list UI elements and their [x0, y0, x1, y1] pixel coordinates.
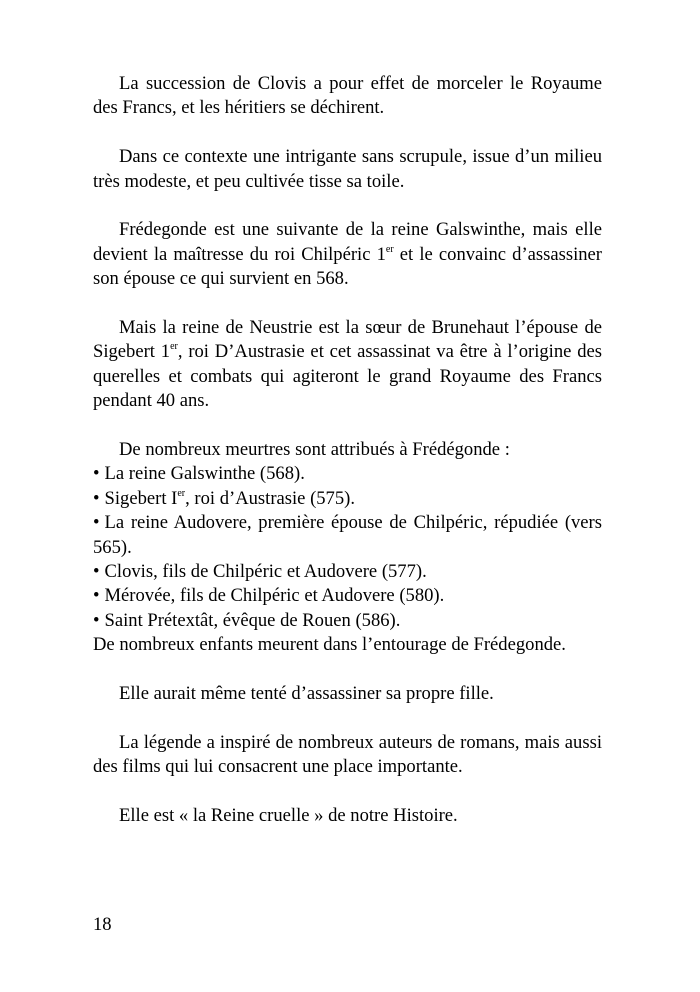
- paragraph-legend: La légende a inspiré de nombreux auteurs de romans, mais aussi des films qui lui consacrent une place importante.: [93, 731, 602, 778]
- text-fragment: , roi D’Austrasie et cet assassinat va être à l’origine des querelles et combats qui agiteront le grand Royaume des Francs pendant 40 ans.: [93, 341, 602, 412]
- superscript: er: [385, 243, 394, 255]
- paragraph-fredegonde: [93, 218, 602, 291]
- paragraph-gap: [93, 194, 602, 218]
- paragraph-succession: La succession de Clovis a pour effet de morceler le Royaume des Francs, et les héritiers se déchirent.: [93, 73, 602, 119]
- paragraph-daughter: Elle aurait même tenté d’assassiner sa propre fille.: [119, 683, 494, 705]
- list-item-text: Mérovée, fils de Chilpéric et Audovere (580).: [104, 585, 445, 607]
- list-item: [93, 487, 602, 511]
- paragraph-cruel-queen: Elle est « la Reine cruelle » de notre Histoire.: [119, 805, 458, 827]
- murders-intro: De nombreux meurtres sont attribués à Frédégonde :: [119, 439, 510, 461]
- bullet-icon: •: [93, 463, 100, 485]
- bullet-icon: •: [93, 512, 100, 534]
- list-item: [93, 584, 602, 608]
- list-item: [93, 560, 602, 584]
- paragraph-gap: [93, 658, 602, 682]
- paragraph-gap: [93, 706, 602, 730]
- text-fragment: Mais la reine de Neustrie est la sœur de Brunehaut l’épouse de Sigebert 1: [93, 317, 602, 363]
- list-item: [93, 462, 602, 486]
- paragraph-gap: [93, 121, 602, 145]
- page-body: [93, 72, 602, 828]
- text-fragment: et le convainc d’assassiner son épouse ce qui survient en 568.: [93, 243, 602, 290]
- paragraph-context: Dans ce contexte une intrigante sans scrupule, issue d’un milieu très modeste, et peu cultivée tisse sa toile.: [93, 146, 602, 192]
- list-item-text: , roi d’Austrasie (575).: [185, 487, 355, 509]
- list-item-text: La reine Audovere, première épouse de Chilpéric, répudiée (vers 565).: [93, 512, 602, 558]
- list-item-text: Clovis, fils de Chilpéric et Audovere (577).: [104, 561, 427, 583]
- paragraph-gap: [93, 780, 602, 804]
- superscript: er: [170, 341, 178, 353]
- murders-list: [93, 462, 602, 633]
- bullet-icon: •: [93, 561, 100, 583]
- paragraph-gap: [93, 414, 602, 438]
- list-item-text: La reine Galswinthe (568).: [104, 463, 305, 485]
- list-item: [93, 511, 602, 560]
- paragraph-gap: [93, 292, 602, 316]
- list-item-text: Sigebert I: [104, 487, 178, 509]
- bullet-icon: •: [93, 609, 100, 631]
- list-item: [93, 609, 602, 633]
- list-item-text: Saint Prétextât, évêque de Rouen (586).: [104, 609, 401, 631]
- bullet-icon: •: [93, 487, 100, 509]
- bullet-icon: •: [93, 585, 100, 607]
- murders-after: De nombreux enfants meurent dans l’entourage de Frédegonde.: [93, 634, 566, 656]
- page-number: 18: [93, 914, 112, 935]
- text-fragment: Frédegonde est une suivante de la reine Galswinthe, mais elle devient la maîtresse du roi Chilpéric 1: [93, 219, 602, 265]
- superscript: er: [177, 487, 186, 499]
- paragraph-neustrie: [93, 316, 602, 414]
